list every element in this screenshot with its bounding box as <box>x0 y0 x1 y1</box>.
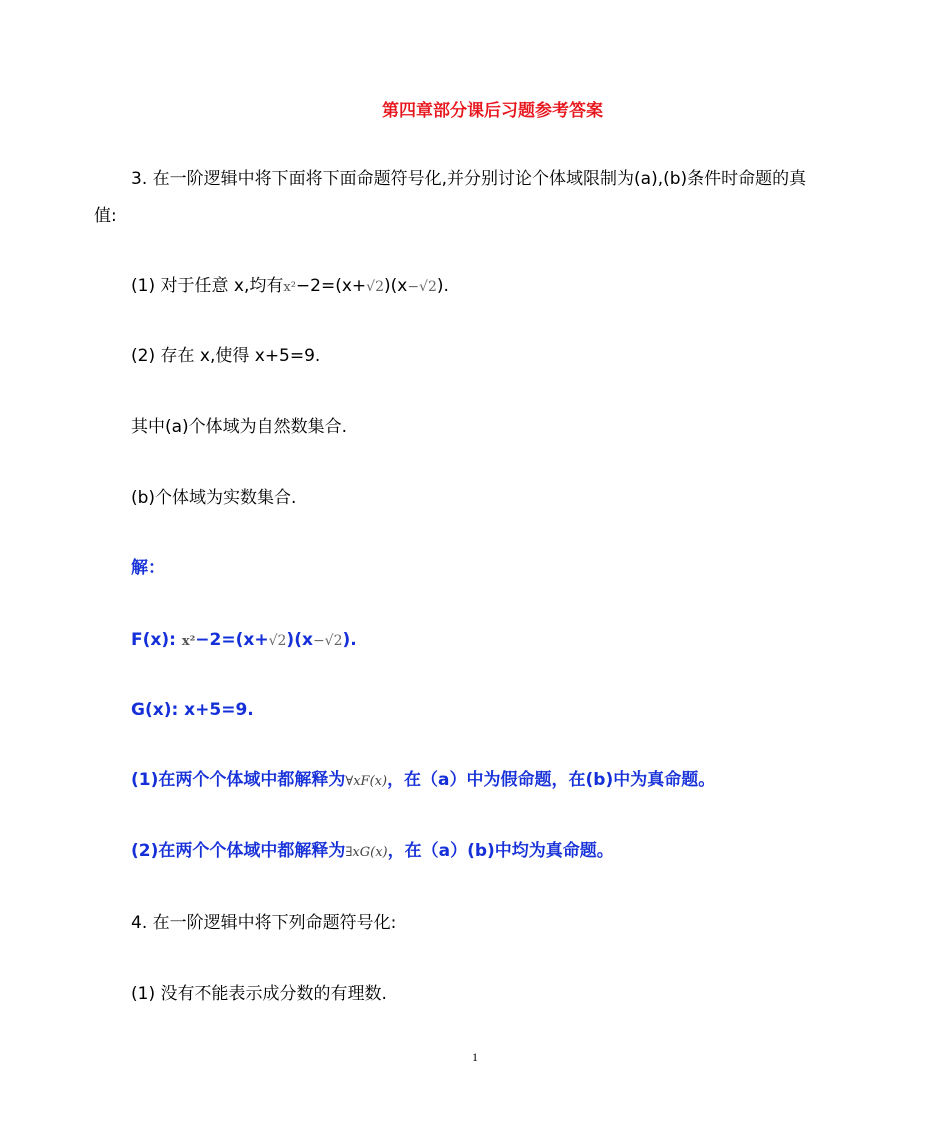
q3-item1-x2: x² <box>283 280 296 295</box>
q3-item1-minus: − <box>407 279 420 295</box>
q3-item1-eq-c: ). <box>436 276 449 296</box>
solution-fx-prefix: F(x): <box>131 630 182 650</box>
q3-item1-sqrt2: √2 <box>419 279 437 295</box>
solution-fx-sqrt2: √2 <box>324 633 343 649</box>
solution-fx-minus: − <box>312 633 325 649</box>
q3-item2: (2) 存在 x,使得 x+5=9. <box>131 346 321 366</box>
solution-answer-1 <box>131 768 715 794</box>
solution-fx <box>131 628 357 654</box>
q4-line1: 4. 在一阶逻辑中将下列命题符号化: <box>131 913 397 933</box>
q4-item1: (1) 没有不能表示成分数的有理数. <box>131 984 387 1004</box>
solution-fx-x2: x² <box>181 634 196 649</box>
q3-line2: 值: <box>94 206 117 226</box>
q3-line1: 3. 在一阶逻辑中将下面将下面命题符号化,并分别讨论个体域限制为(a),(b)条件时命题的真 <box>131 169 807 189</box>
answer-1-text-a: (1)在两个个体域中都解释为 <box>131 770 346 790</box>
solution-fx-eq-a: −2=(x+ <box>195 630 269 650</box>
q3-item1-sqrt: √2 <box>366 279 384 295</box>
answer-1-formula: ∀xF(x) <box>345 774 388 789</box>
q3-domain-b: (b)个体域为实数集合. <box>131 488 297 508</box>
answer-2-text-a: (2)在两个个体域中都解释为 <box>131 841 346 861</box>
q3-domain-a: 其中(a)个体域为自然数集合. <box>131 417 348 437</box>
solution-answer-2 <box>131 839 614 865</box>
answer-1-text-b: ，在（a）中为假命题，在(b)中为真命题。 <box>387 770 716 790</box>
solution-gx: G(x): x+5=9. <box>131 700 254 720</box>
answer-2-formula: ∃xG(x) <box>345 845 388 860</box>
q3-item1-eq-b: )(x <box>383 276 408 296</box>
solution-fx-eq-b: )(x <box>286 630 313 650</box>
q3-item1-text: (1) 对于任意 x,均有 <box>131 276 284 296</box>
q3-item1 <box>131 274 449 300</box>
q3-item1-eq-a: −2=(x+ <box>295 276 367 296</box>
solution-label: 解： <box>131 558 165 578</box>
solution-fx-sqrt: √2 <box>268 633 287 649</box>
page-title: 第四章部分课后习题参考答案 <box>382 101 603 121</box>
answer-2-text-b: ，在（a）(b)中均为真命题。 <box>387 841 614 861</box>
solution-fx-eq-c: ). <box>342 630 357 650</box>
page-number: 1 <box>472 1050 478 1064</box>
